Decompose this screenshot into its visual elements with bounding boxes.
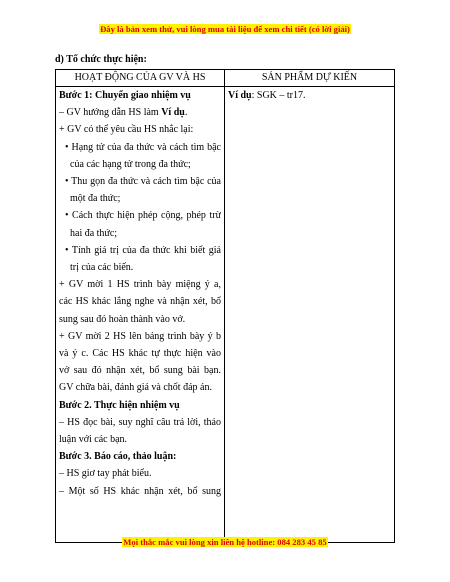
activities-cell xyxy=(56,87,225,543)
list-item: – HS đọc bài, suy nghĩ câu trả lời, thảo xyxy=(59,416,221,428)
list-item: GV chữa bài, đánh giá và chốt đáp án. xyxy=(59,382,212,394)
list-item: các HS khác lắng nghe và nhận xét, bổ xyxy=(59,296,221,308)
activity-table xyxy=(55,69,395,543)
list-item: và ý c. Các HS khác tự thực hiện vào xyxy=(59,348,221,360)
expected-products-cell xyxy=(225,87,395,543)
list-item: hai đa thức; xyxy=(70,227,118,239)
table-header-row xyxy=(56,70,395,87)
list-item: sung sau đó hoàn thành vào vở. xyxy=(59,313,186,325)
list-item: • Cách thực hiện phép cộng, phép trừ xyxy=(65,210,221,222)
table-row xyxy=(56,87,395,543)
section-heading: d) Tổ chức thực hiện: xyxy=(55,54,147,65)
hotline-banner xyxy=(0,537,450,547)
preview-notice-text: Đây là bản xem thử, vui lòng mua tài liệu để xem chi tiết (có lời giải) xyxy=(100,24,350,34)
example-reference: Ví dụ: SGK – tr17. xyxy=(228,90,306,101)
col-header-activities: HOẠT ĐỘNG CỦA GV VÀ HS xyxy=(56,70,225,87)
list-item: – Một số HS khác nhận xét, bổ sung xyxy=(59,485,221,497)
list-item: của các hạng tử trong đa thức; xyxy=(70,158,191,170)
list-item: trị của các biến. xyxy=(70,262,134,274)
list-item: • Hạng tử của đa thức và cách tìm bậc xyxy=(65,141,221,153)
list-item: + GV có thể yêu cầu HS nhắc lại: xyxy=(59,124,194,136)
list-item: + GV mời 1 HS trình bày miệng ý a, xyxy=(59,279,221,291)
step-1-heading: Bước 1: Chuyển giao nhiệm vụ xyxy=(59,90,191,101)
list-item: + GV mời 2 HS lên bảng trình bày ý b xyxy=(59,330,221,342)
list-item: • Tính giá trị của đa thức khi biết giá xyxy=(65,244,221,256)
list-item: luận với các bạn. xyxy=(59,434,128,446)
list-item: – HS giơ tay phát biểu. xyxy=(59,468,152,480)
list-item: • Thu gọn đa thức và cách tìm bậc của xyxy=(65,176,221,188)
hotline-text: Mọi thắc mắc vui lòng xin liên hệ hotline: 084 283 45 85 xyxy=(123,537,327,547)
step-2-heading: Bước 2. Thực hiện nhiệm vụ xyxy=(59,399,180,411)
col-header-expected-products: SẢN PHẨM DỰ KIẾN xyxy=(225,70,395,87)
preview-notice-banner xyxy=(0,24,450,34)
list-item: một đa thức; xyxy=(70,193,121,205)
step-3-heading: Bước 3. Báo cáo, thảo luận: xyxy=(59,451,177,463)
list-item: – GV hướng dẫn HS làm Ví dụ. xyxy=(59,107,188,119)
list-item: vở sau đó nhận xét, bổ sung bài bạn. xyxy=(59,365,221,377)
